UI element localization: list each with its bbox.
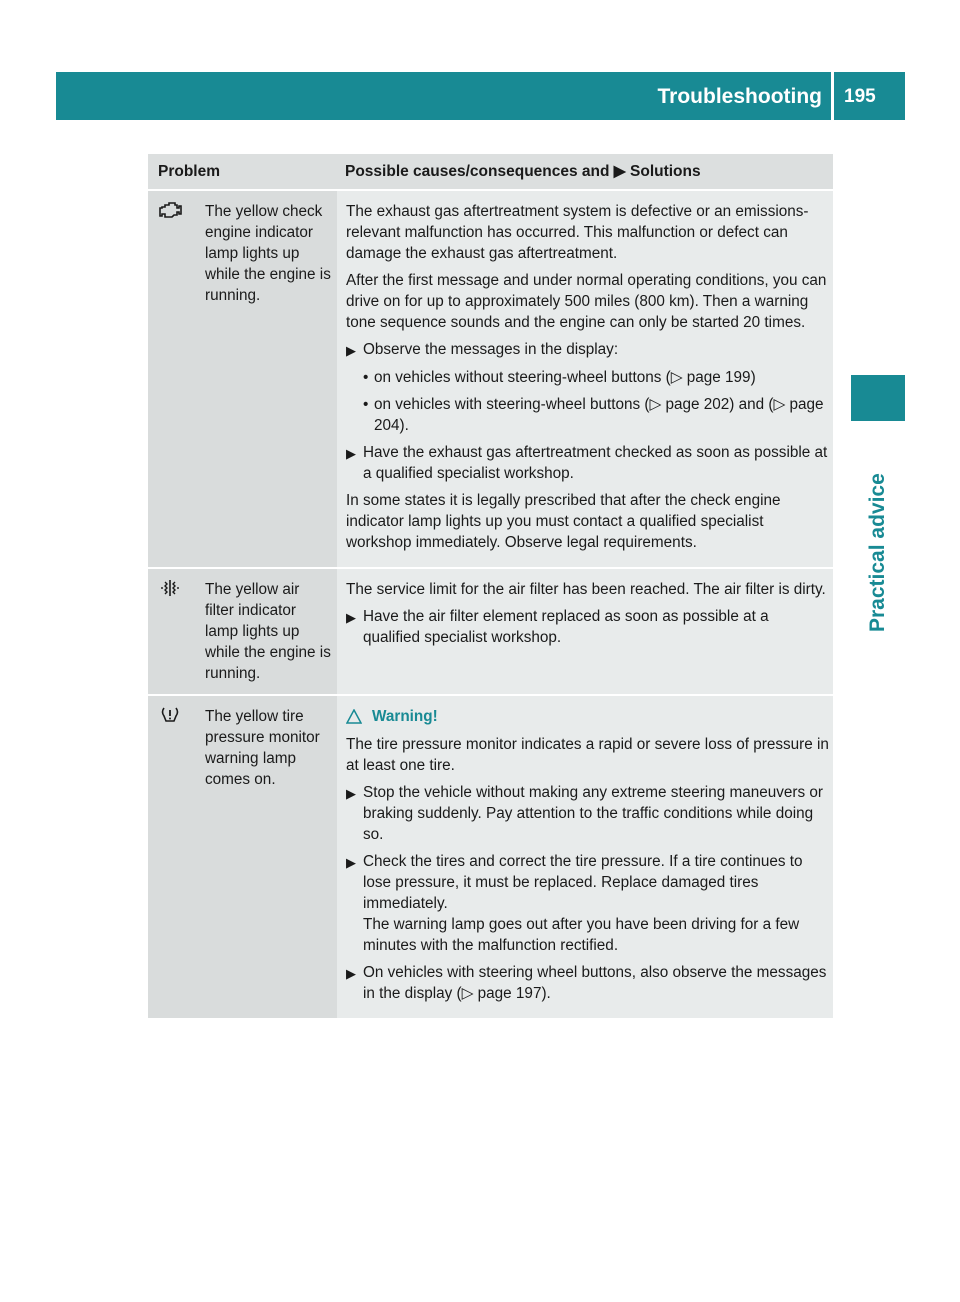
action-step — [346, 339, 829, 361]
step-arrow-icon: ▶ — [346, 446, 356, 461]
column-header-problem: Problem — [158, 163, 221, 180]
solution-paragraph: The tire pressure monitor indicates a rapid or severe loss of pressure in at least one tire. — [346, 736, 829, 774]
solution-paragraph: In some states it is legally prescribed that after the check engine indicator lamp lights up you must contact a qualified specialist workshop immediately. Observe legal requirements. — [346, 492, 781, 551]
step-text — [363, 851, 829, 956]
list-item — [363, 394, 829, 436]
solution-cell — [337, 569, 833, 694]
air-filter-icon — [159, 579, 191, 600]
column-header-solutions: Possible causes/consequences and ▶ Solutions — [345, 163, 701, 180]
step-text: On vehicles with steering wheel buttons, also observe the messages in the display (▷ page 197). — [363, 964, 827, 1002]
problem-cell — [148, 569, 337, 694]
table-row — [148, 567, 833, 694]
table-row — [148, 694, 833, 1018]
action-step — [346, 606, 829, 648]
troubleshooting-table — [148, 154, 833, 1018]
step-text-main: Check the tires and correct the tire pressure. If a tire continues to lose pressure, it must be replaced. Replace damaged tires immediately. — [363, 853, 803, 912]
action-step — [346, 962, 829, 1004]
action-step — [346, 442, 829, 484]
step-text: Have the air filter element replaced as soon as possible at a qualified specialist workshop. — [363, 608, 769, 646]
tire-pressure-icon — [159, 706, 191, 727]
solution-paragraph: The exhaust gas aftertreatment system is defective or an emissions-relevant malfunction has occurred. This malfunction or defect can damage the exhaust gas aftertreatment. — [346, 203, 809, 262]
problem-description: The yellow check engine indicator lamp lights up while the engine is running. — [205, 203, 331, 304]
problem-cell — [148, 191, 337, 567]
chapter-tab-marker — [851, 375, 905, 421]
table-row — [148, 189, 833, 567]
bullet-icon: • — [363, 396, 369, 413]
step-arrow-icon: ▶ — [346, 786, 356, 801]
step-arrow-icon: ▶ — [346, 966, 356, 981]
step-text: Observe the messages in the display: — [363, 341, 619, 358]
problem-description: The yellow tire pressure monitor warning lamp comes on. — [205, 708, 320, 788]
step-text: Stop the vehicle without making any extreme steering maneuvers or braking suddenly. Pay attention to the traffic conditions while doing so. — [363, 784, 823, 843]
warning-heading — [346, 706, 829, 727]
problem-cell — [148, 696, 337, 1018]
solution-paragraph: After the first message and under normal operating conditions, you can drive on for up to approximately 500 miles (800 km). Then a warning tone sequence sounds and the engine can only be started 20 times. — [346, 272, 827, 331]
step-arrow-icon: ▶ — [346, 343, 356, 358]
step-text-note: The warning lamp goes out after you have been driving for a few minutes with the malfunction rectified. — [363, 916, 800, 954]
list-item — [363, 367, 829, 388]
chapter-tab-label: Practical advice — [866, 473, 889, 632]
table-header — [148, 154, 833, 189]
problem-description: The yellow air filter indicator lamp lights up while the engine is running. — [205, 581, 331, 682]
page-section-title: Troubleshooting — [657, 85, 822, 108]
bullet-text: on vehicles with steering-wheel buttons (▷ page 202) and (▷ page 204). — [374, 396, 824, 434]
step-text: Have the exhaust gas aftertreatment checked as soon as possible at a qualified specialist workshop. — [363, 444, 828, 482]
solution-cell — [337, 191, 833, 567]
action-step — [346, 782, 829, 845]
check-engine-icon — [159, 201, 191, 222]
warning-label: Warning! — [372, 708, 438, 725]
solution-paragraph: The service limit for the air filter has been reached. The air filter is dirty. — [346, 581, 826, 598]
bullet-text: on vehicles without steering-wheel buttons (▷ page 199) — [374, 369, 756, 386]
step-arrow-icon: ▶ — [346, 855, 356, 870]
step-arrow-icon: ▶ — [346, 610, 356, 625]
solution-cell — [337, 696, 833, 1018]
warning-triangle-icon — [346, 709, 362, 724]
action-step — [346, 851, 829, 956]
page-number: 195 — [844, 86, 876, 107]
bullet-icon: • — [363, 369, 369, 386]
